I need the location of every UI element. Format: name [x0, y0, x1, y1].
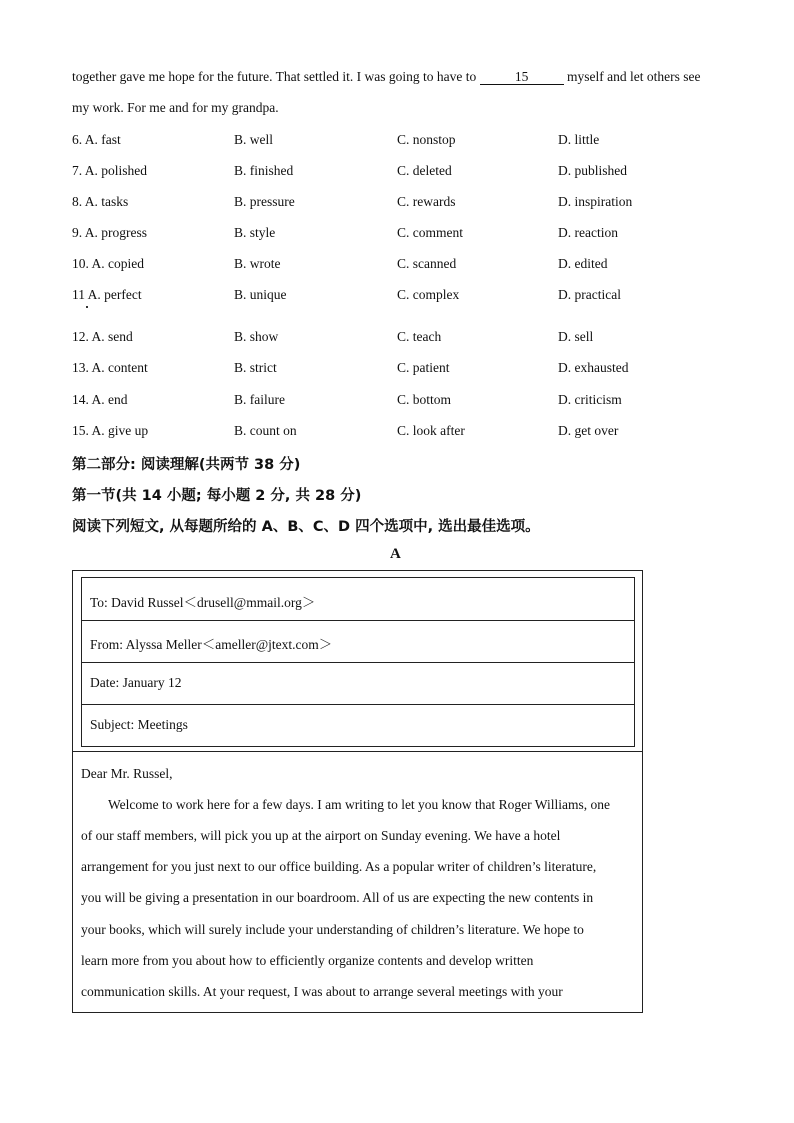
option-a: 10. A. copied	[72, 256, 145, 271]
email-header-table	[81, 577, 635, 747]
option-b: B. wrote	[234, 256, 281, 271]
question-row	[72, 360, 752, 380]
question-row	[72, 392, 752, 412]
option-b: B. failure	[234, 392, 285, 407]
option-a: 6. A. fast	[72, 132, 121, 147]
passage-line-1-end: myself and let others see	[563, 69, 701, 84]
option-a: 14. A. end	[72, 392, 128, 407]
email-date-row	[82, 662, 634, 705]
option-b: B. strict	[234, 360, 277, 375]
email-from: From: Alyssa Meller＜ameller@jtext.com＞	[90, 637, 333, 652]
option-b: B. style	[234, 225, 276, 240]
blank-15: 15	[480, 70, 564, 85]
subsection-title: 第一节(共 14 小题; 每小题 2 分, 共 28 分)	[72, 488, 362, 504]
divider	[73, 751, 642, 752]
question-row	[72, 256, 752, 276]
question-row	[72, 225, 752, 245]
option-b: B. pressure	[234, 194, 295, 209]
question-row	[72, 132, 752, 152]
option-c: C. nonstop	[397, 132, 456, 147]
instruction-text: 阅读下列短文, 从每题所给的 A、B、C、D 四个选项中, 选出最佳选项。	[72, 519, 540, 535]
option-b: B. show	[234, 329, 279, 344]
email-greeting: Dear Mr. Russel,	[81, 766, 173, 781]
passage-line-1-start: together gave me hope for the future. That settled it. I was going to have to	[72, 69, 480, 84]
email-body-line: arrangement for you just next to our office building. As a popular writer of children’s literature,	[81, 859, 597, 874]
option-a: 8. A. tasks	[72, 194, 129, 209]
option-d: D. practical	[558, 287, 621, 302]
email-body-line: you will be giving a presentation in our boardroom. All of us are expecting the new contents in	[81, 890, 594, 905]
option-a: 7. A. polished	[72, 163, 148, 178]
email-to: To: David Russel＜drusell@mmail.org＞	[90, 595, 316, 610]
passage-line-1	[72, 69, 700, 85]
part-title: 第二部分: 阅读理解(共两节 38 分)	[72, 457, 301, 473]
question-row	[72, 194, 752, 214]
option-a: 13. A. content	[72, 360, 148, 375]
option-c: C. look after	[397, 423, 465, 438]
option-c: C. rewards	[397, 194, 456, 209]
option-b: B. unique	[234, 287, 287, 302]
option-b: B. count on	[234, 423, 297, 438]
option-d: D. published	[558, 163, 627, 178]
option-d: D. edited	[558, 256, 608, 271]
option-a: 12. A. send	[72, 329, 133, 344]
option-b: B. well	[234, 132, 273, 147]
option-a: 9. A. progress	[72, 225, 148, 240]
option-d: D. criticism	[558, 392, 622, 407]
option-d: D. exhausted	[558, 360, 629, 375]
question-row	[72, 163, 752, 183]
email-body-line: learn more from you about how to efficiently organize contents and develop written	[81, 953, 534, 968]
email-subject-row	[82, 704, 634, 746]
email-body-line: your books, which will surely include your understanding of children’s literature. We hope to	[81, 922, 584, 937]
email-body-line: Welcome to work here for a few days. I am writing to let you know that Roger Williams, one	[108, 797, 610, 812]
email-subject: Subject: Meetings	[90, 717, 188, 732]
option-b: B. finished	[234, 163, 294, 178]
question-row	[72, 423, 752, 443]
option-c: C. teach	[397, 329, 442, 344]
option-c: C. bottom	[397, 392, 452, 407]
passage-line-2: my work. For me and for my grandpa.	[72, 100, 279, 115]
email-body-line: of our staff members, will pick you up at the airport on Sunday evening. We have a hotel	[81, 828, 561, 843]
option-c: C. deleted	[397, 163, 452, 178]
option-a: 11 A. perfect	[72, 287, 142, 302]
question-row	[72, 287, 752, 307]
option-d: D. get over	[558, 423, 619, 438]
email-box	[72, 570, 643, 1013]
option-d: D. reaction	[558, 225, 618, 240]
email-to-row	[82, 578, 634, 621]
email-date: Date: January 12	[90, 675, 182, 690]
option-c: C. scanned	[397, 256, 457, 271]
option-a: 15. A. give up	[72, 423, 149, 438]
email-body-line: communication skills. At your request, I was about to arrange several meetings with your	[81, 984, 563, 999]
question-row	[72, 329, 752, 349]
option-c: C. patient	[397, 360, 450, 375]
option-d: D. sell	[558, 329, 594, 344]
option-c: C. comment	[397, 225, 463, 240]
passage-label: A	[390, 546, 401, 562]
email-from-row	[82, 620, 634, 663]
option-d: D. inspiration	[558, 194, 633, 209]
stray-dot	[86, 306, 88, 308]
option-d: D. little	[558, 132, 600, 147]
option-c: C. complex	[397, 287, 460, 302]
